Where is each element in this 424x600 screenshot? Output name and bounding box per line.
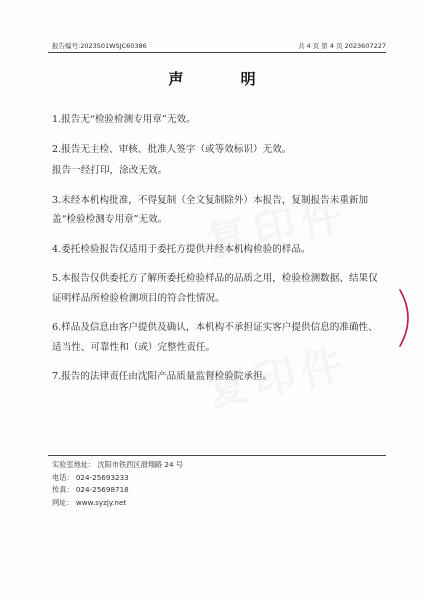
page-title: 声 明 (168, 70, 282, 88)
page-info: 共 4 页 第 4 页 2023607227 (297, 42, 386, 50)
footer-divider (48, 455, 386, 456)
report-number: 报告编号:2023S01WSJC60386 (52, 42, 147, 50)
seal-edge (396, 288, 418, 348)
clause-3: 3.未经本机构批准，不得复制（全文复制除外）本报告，复制报告未重新加盖“检验检测专用章”无效。 (52, 194, 369, 225)
lab-contact-info (52, 459, 183, 509)
lab-fax: 传真： 024-25698718 (52, 485, 129, 494)
header-divider (48, 52, 386, 53)
clause-6: 6.样品及信息由客户提供及确认，本机构不承担证实客户提供信息的准确性、适当性、可靠性和（或）完整性责任。 (52, 322, 378, 353)
statement-clauses (52, 110, 384, 397)
clause-5: 5.本报告仅供委托方了解所委托检验样品的品质之用，检验检测数据、结果仅证明样品所检验检测项目的符合性情况。 (52, 273, 378, 304)
clause-7: 7.报告的法律责任由沈阳产品质量监督检验院承担。 (52, 371, 273, 382)
clause-4: 4.委托检验报告仅适用于委托方提供并经本机构检验的样品。 (52, 243, 311, 255)
clause-2-note: 报告一经打印，涂改无效。 (52, 165, 168, 176)
lab-phone: 电话： 024-25693233 (52, 472, 129, 482)
clause-2: 2.报告无主检、审核、批准人签字（或等效标识）无效。 (52, 143, 292, 155)
clause-1: 1.报告无“检验检测专用章”无效。 (52, 114, 196, 125)
lab-address: 实验室地址： 沈阳市铁西区滑翔路 24 号 (52, 460, 184, 469)
page-header (48, 37, 386, 51)
lab-website: 网址： www.syzjy.net (52, 497, 127, 507)
